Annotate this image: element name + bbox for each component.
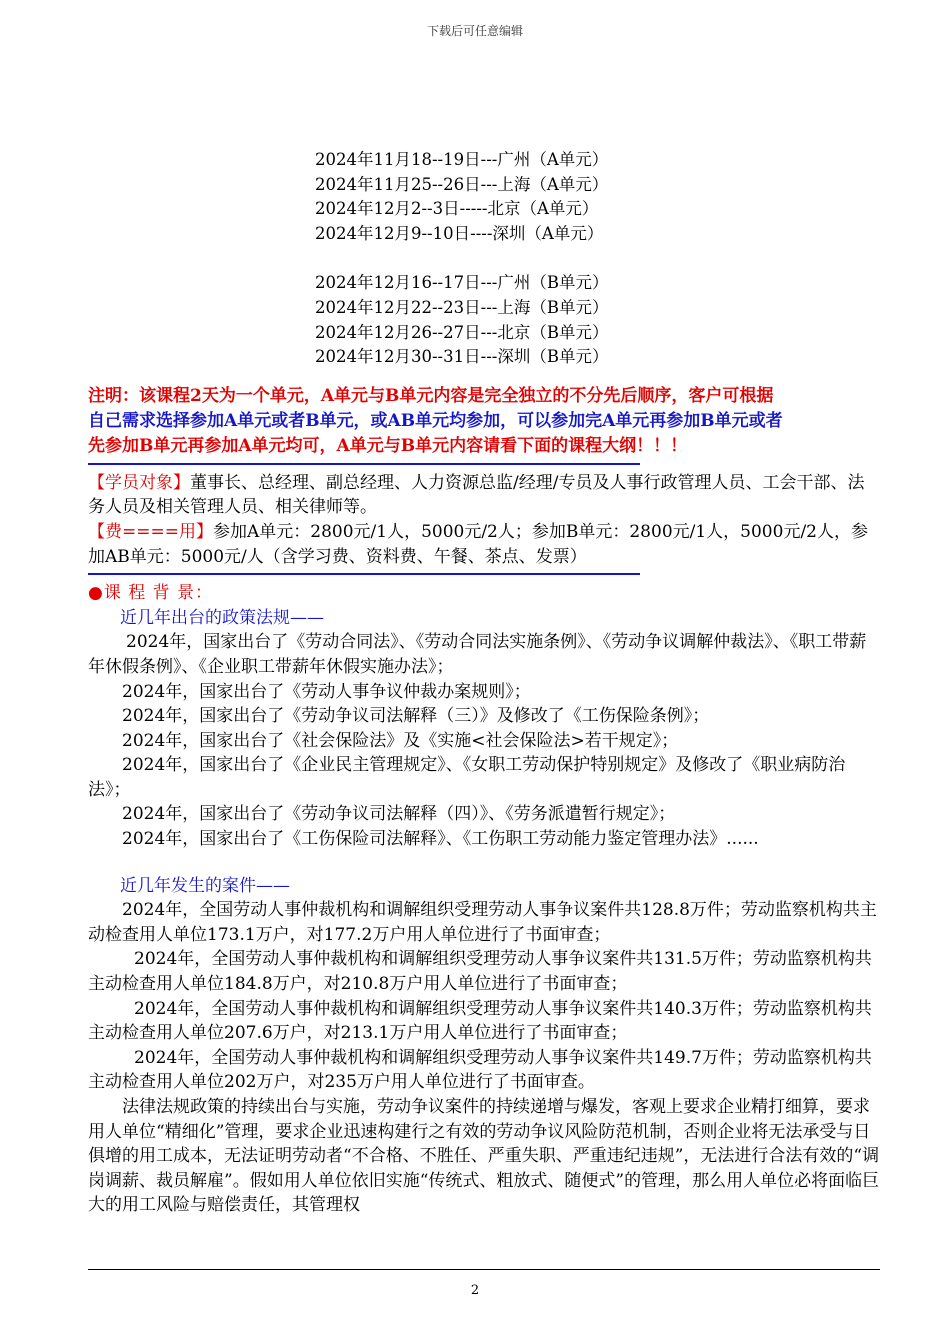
audience-text: 董事长、总经理、副总经理、人力资源总监/经理/专员及人事行政管理人员、工会干部、法务人员及相关管理人员、相关律师等。 — [88, 472, 865, 518]
case-item: 2024年，全国劳动人事仲裁机构和调解组织受理劳动人事争议案件共128.8万件；劳动监察机构共主动检查用人单位173.1万户，对177.2万户用人单位进行了书面审查； — [88, 900, 877, 945]
policies-heading: 近几年出台的政策法规—— — [120, 607, 324, 628]
policy-item: 2024年，国家出台了《劳动争议司法解释（四）》、《劳务派遣暂行规定》； — [122, 804, 676, 825]
case-item: 2024年，全国劳动人事仲裁机构和调解组织受理劳动人事争议案件共149.7万件；劳动监察机构共主动检查用人单位202万户，对235万户用人单位进行了书面审查。 — [88, 1047, 872, 1093]
fee-text: 参加A单元：2800元/1人，5000元/2人；参加B单元：2800元/1人，5000元/2人，参加AB单元：5000元/人（含学习费、资料费、午餐、茶点、发票） — [88, 521, 868, 567]
policy-item: 2024年，国家出台了《工伤保险司法解释》、《工伤职工劳动能力鉴定管理办法》...... — [122, 829, 759, 850]
section-title-background: ●课 程 背 景： — [88, 583, 214, 604]
policy-item: 2024年，国家出台了《社会保险法》及《实施<社会保险法>若干规定》； — [122, 730, 679, 751]
policy-item: 2024年，国家出台了《劳动合同法》、《劳动合同法实施条例》、《劳动争议调解仲裁法》、《职工带薪年休假条例》、《企业职工带薪年休假实施办法》； — [88, 632, 867, 677]
footer-rule — [88, 1269, 880, 1270]
schedule-item: 2024年12月22--23日---上海（B单元） — [315, 297, 609, 317]
case-item: 2024年，全国劳动人事仲裁机构和调解组织受理劳动人事争议案件共140.3万件；劳动监察机构共主动检查用人单位207.6万户，对213.1万户用人单位进行了书面审查； — [88, 998, 872, 1044]
document-body — [88, 148, 880, 1218]
divider — [88, 573, 640, 575]
fee-paragraph — [88, 520, 880, 569]
closing-paragraph: 法律法规政策的持续出台与实施，劳动争议案件的持续递增与爆发，客观上要求企业精打细算，要求用人单位“精细化”管理，要求企业迅速构建行之有效的劳动争议风险防范机制，否则企业将无法承受与日俱增的用工成本，无法证明劳动者“不合格、不胜任、严重失职、严重违纪违规”，无法进行合法有效的“调岗调薪、裁员解雇”。假如用人单位依旧实施“传统式、粗放式、随便式”的管理，那么用人单位必将面临巨大的用工风险与赔偿责任，其管理权 — [88, 1097, 880, 1216]
policy-item: 2024年，国家出台了《企业民主管理规定》、《女职工劳动保护特别规定》及修改了《职业病防治法》； — [88, 755, 846, 800]
course-notice — [88, 384, 880, 459]
schedule-item: 2024年12月2--3日-----北京（A单元） — [315, 199, 599, 219]
notice-line: 先参加B单元再参加A单元均可，A单元与B单元内容请看下面的课程大纲！！！ — [88, 435, 688, 456]
case-item: 2024年，全国劳动人事仲裁机构和调解组织受理劳动人事争议案件共131.5万件；劳动监察机构共主动检查用人单位184.8万户，对210.8万户用人单位进行了书面审查； — [88, 949, 872, 995]
schedule-a-unit — [315, 148, 880, 246]
audience-paragraph — [88, 471, 880, 520]
page-number: 2 — [470, 1283, 480, 1298]
schedule-item: 2024年12月30--31日---深圳（B单元） — [315, 347, 609, 367]
schedule-item: 2024年12月16--17日---广州（B单元） — [315, 273, 609, 293]
divider — [88, 463, 640, 465]
schedule-item: 2024年11月25--26日---上海（A单元） — [315, 174, 609, 194]
policy-item: 2024年，国家出台了《劳动争议司法解释（三）》及修改了《工伤保险条例》； — [122, 706, 710, 727]
schedule-b-unit — [315, 271, 880, 369]
notice-line: 自己需求选择参加A单元或者B单元，或AB单元均参加，可以参加完A单元再参加B单元或者 — [88, 410, 783, 431]
audience-label: 【学员对象】 — [88, 472, 190, 493]
notice-line: 注明：该课程2天为一个单元，A单元与B单元内容是完全独立的不分先后顺序，客户可根据 — [88, 385, 774, 406]
cases-heading: 近几年发生的案件—— — [120, 875, 290, 896]
page-header-note: 下载后可任意编辑 — [426, 24, 523, 38]
policy-item: 2024年，国家出台了《劳动人事争议仲裁办案规则》； — [122, 681, 531, 702]
schedule-item: 2024年12月9--10日----深圳（A单元） — [315, 223, 604, 243]
fee-label: 【费====用】 — [88, 521, 213, 542]
schedule-item: 2024年11月18--19日---广州（A单元） — [315, 150, 609, 169]
schedule-item: 2024年12月26--27日---北京（B单元） — [315, 322, 609, 342]
